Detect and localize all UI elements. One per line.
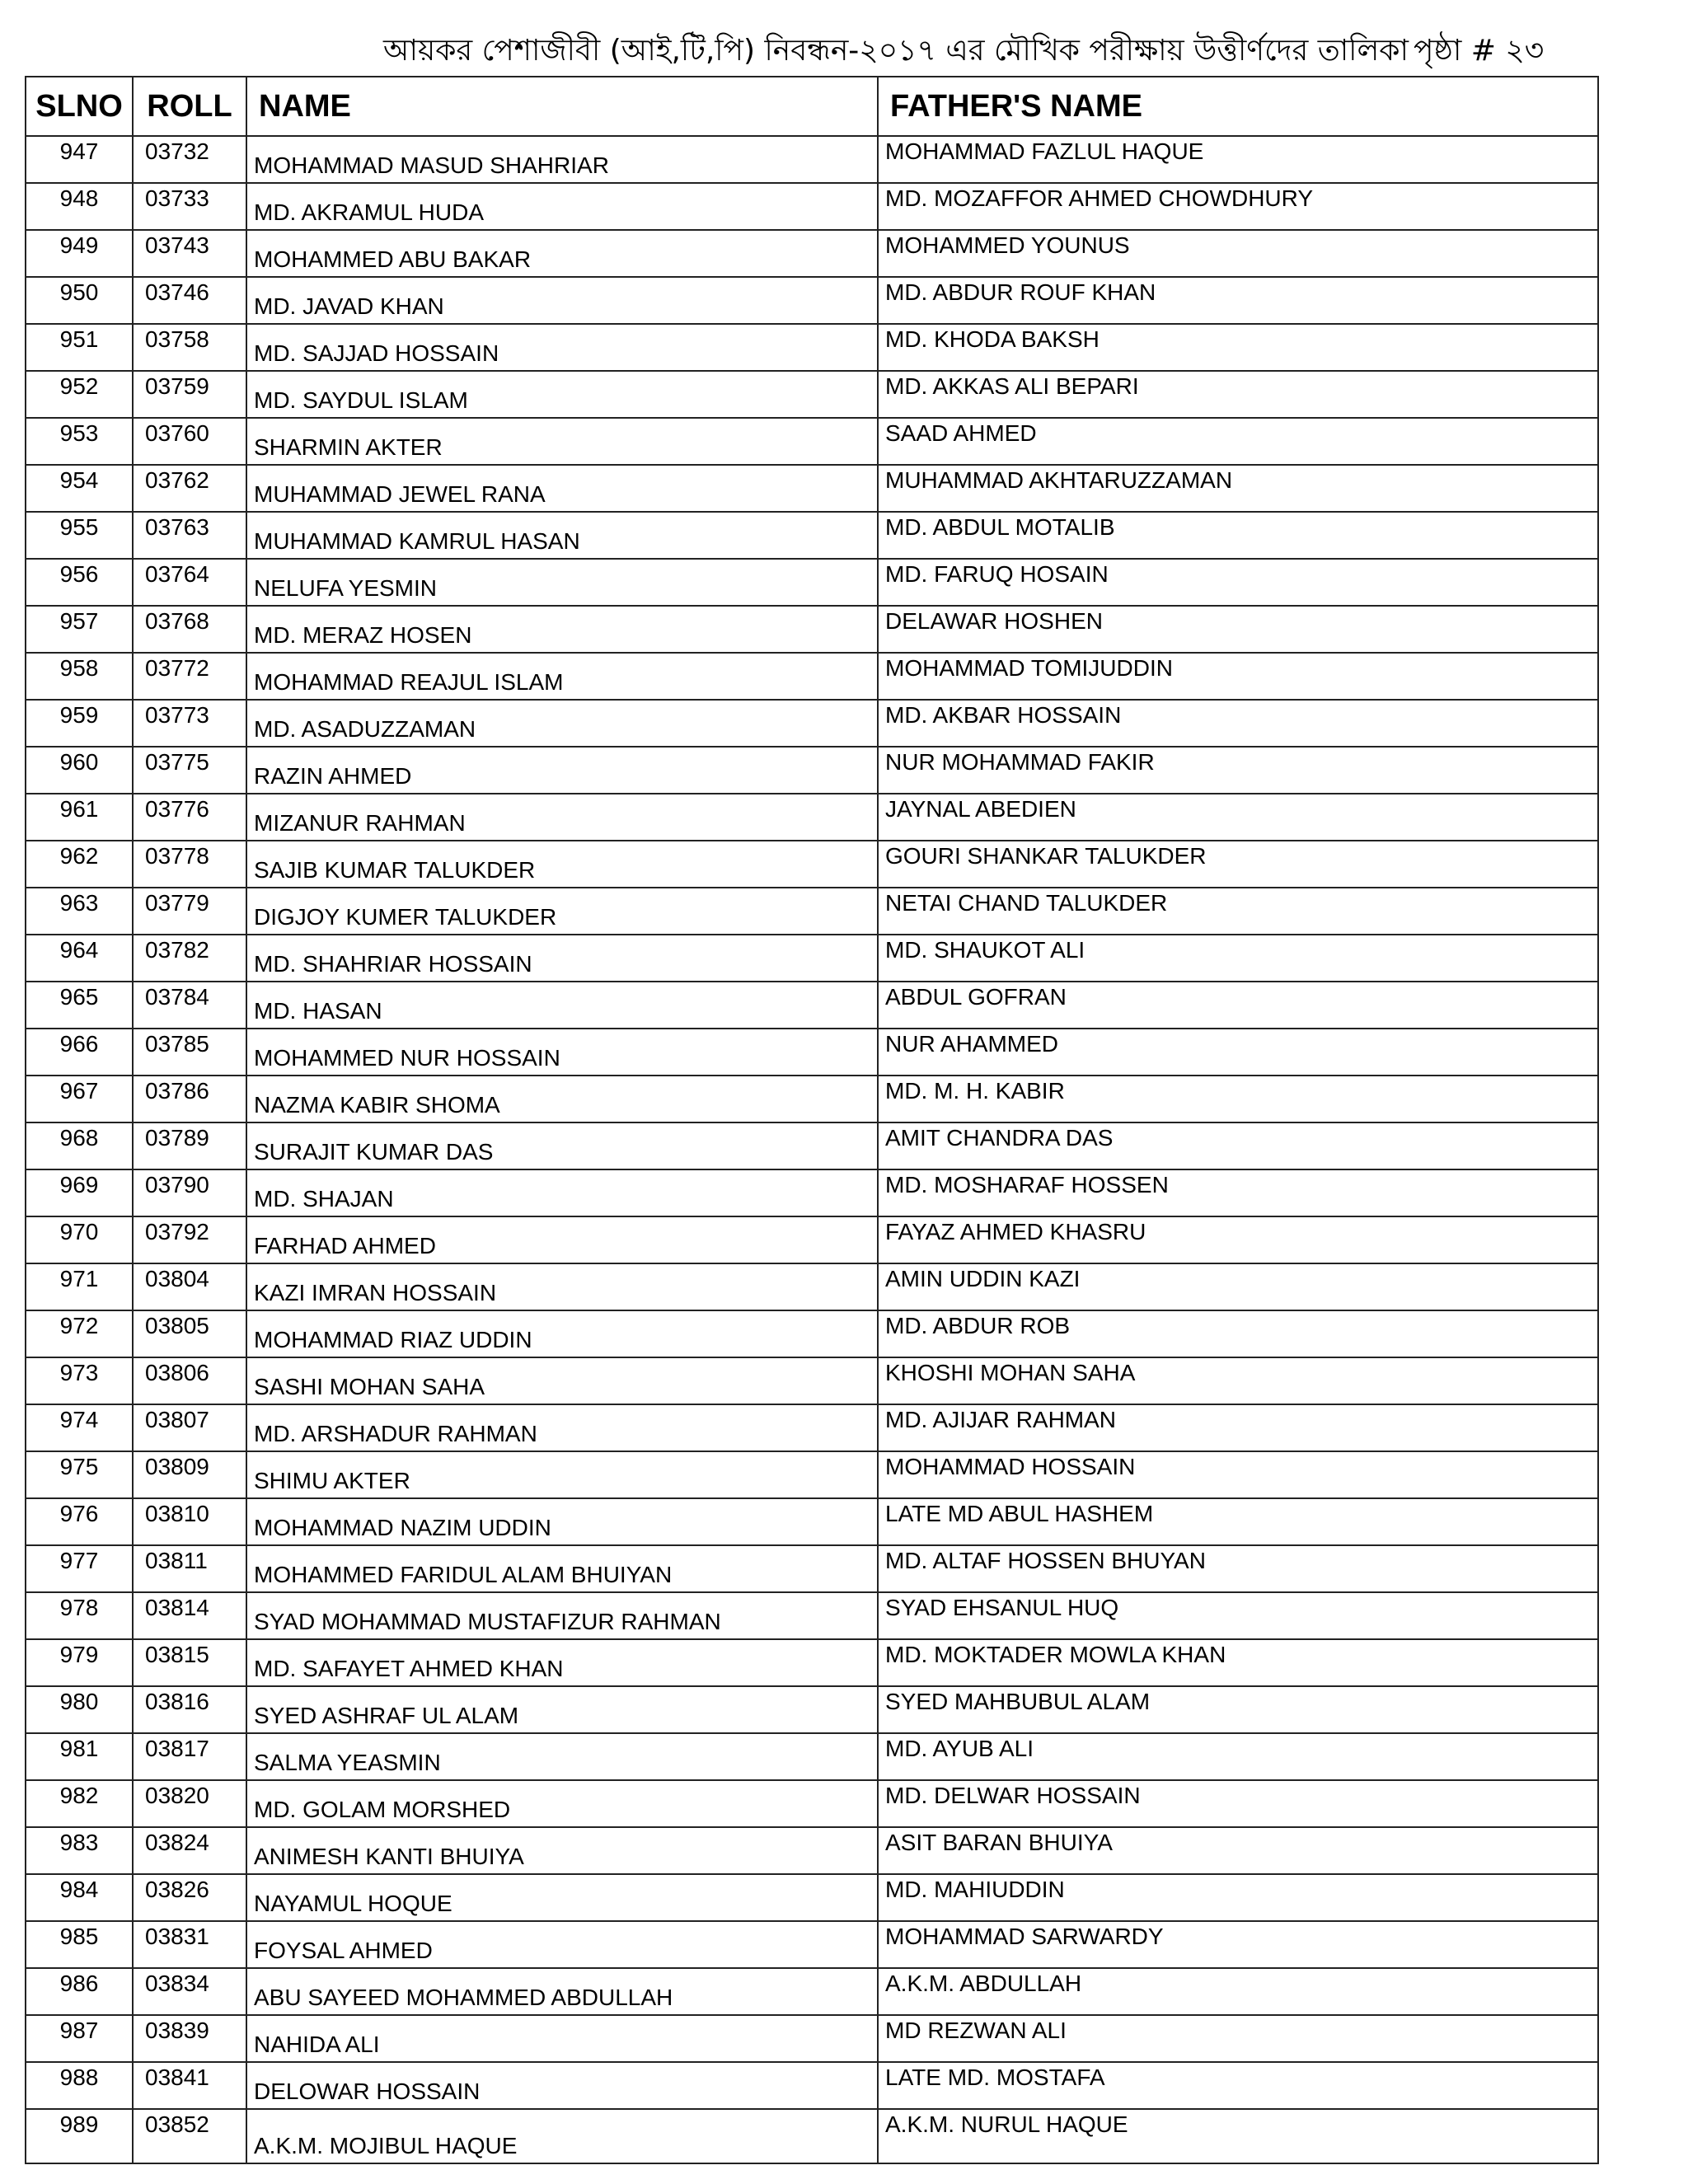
table-row <box>26 1780 1598 1827</box>
cell-name: SYAD MOHAMMAD MUSTAFIZUR RAHMAN <box>246 1592 878 1639</box>
cell-roll: 03775 <box>133 747 246 794</box>
cell-name: A.K.M. MOJIBUL HAQUE <box>246 2109 878 2163</box>
cell-name: ABU SAYEED MOHAMMED ABDULLAH <box>246 1968 878 2015</box>
cell-fathers-name: NETAI CHAND TALUKDER <box>878 888 1598 935</box>
cell-roll: 03785 <box>133 1029 246 1076</box>
cell-slno: 949 <box>26 230 133 277</box>
cell-roll: 03826 <box>133 1874 246 1921</box>
table-row <box>26 1122 1598 1169</box>
cell-name: NAHIDA ALI <box>246 2015 878 2062</box>
column-header-fathers-name: FATHER'S NAME <box>878 77 1598 136</box>
cell-slno: 953 <box>26 418 133 465</box>
cell-slno: 951 <box>26 324 133 371</box>
cell-fathers-name: NUR AHAMMED <box>878 1029 1598 1076</box>
cell-name: MOHAMMAD REAJUL ISLAM <box>246 653 878 700</box>
cell-slno: 979 <box>26 1639 133 1686</box>
table-row <box>26 2015 1598 2062</box>
cell-roll: 03806 <box>133 1357 246 1404</box>
table-row <box>26 559 1598 606</box>
cell-fathers-name: MOHAMMAD TOMIJUDDIN <box>878 653 1598 700</box>
cell-slno: 963 <box>26 888 133 935</box>
cell-roll: 03807 <box>133 1404 246 1451</box>
cell-slno: 981 <box>26 1733 133 1780</box>
cell-fathers-name: ABDUL GOFRAN <box>878 982 1598 1029</box>
cell-name: MUHAMMAD JEWEL RANA <box>246 465 878 512</box>
cell-name: MD. SAFAYET AHMED KHAN <box>246 1639 878 1686</box>
table-row <box>26 747 1598 794</box>
cell-roll: 03809 <box>133 1451 246 1498</box>
table-row <box>26 606 1598 653</box>
cell-fathers-name: JAYNAL ABEDIEN <box>878 794 1598 841</box>
cell-fathers-name: LATE MD. MOSTAFA <box>878 2062 1598 2109</box>
table-row <box>26 2109 1598 2163</box>
cell-slno: 978 <box>26 1592 133 1639</box>
cell-roll: 03733 <box>133 183 246 230</box>
cell-roll: 03773 <box>133 700 246 747</box>
cell-roll: 03778 <box>133 841 246 888</box>
cell-name: SAJIB KUMAR TALUKDER <box>246 841 878 888</box>
cell-name: KAZI IMRAN HOSSAIN <box>246 1263 878 1310</box>
cell-fathers-name: MD. AJIJAR RAHMAN <box>878 1404 1598 1451</box>
cell-roll: 03758 <box>133 324 246 371</box>
cell-roll: 03760 <box>133 418 246 465</box>
cell-fathers-name: MUHAMMAD AKHTARUZZAMAN <box>878 465 1598 512</box>
cell-slno: 977 <box>26 1545 133 1592</box>
table-row <box>26 1216 1598 1263</box>
cell-fathers-name: MD. AKBAR HOSSAIN <box>878 700 1598 747</box>
cell-fathers-name: AMIN UDDIN KAZI <box>878 1263 1598 1310</box>
cell-slno: 959 <box>26 700 133 747</box>
cell-slno: 985 <box>26 1921 133 1968</box>
cell-fathers-name: NUR MOHAMMAD FAKIR <box>878 747 1598 794</box>
table-row <box>26 371 1598 418</box>
cell-roll: 03772 <box>133 653 246 700</box>
cell-roll: 03841 <box>133 2062 246 2109</box>
cell-slno: 982 <box>26 1780 133 1827</box>
cell-fathers-name: MD. ABDUR ROB <box>878 1310 1598 1357</box>
cell-slno: 986 <box>26 1968 133 2015</box>
cell-roll: 03789 <box>133 1122 246 1169</box>
cell-fathers-name: MD. MAHIUDDIN <box>878 1874 1598 1921</box>
table-row <box>26 1076 1598 1122</box>
table-row <box>26 277 1598 324</box>
table-row <box>26 653 1598 700</box>
cell-roll: 03732 <box>133 136 246 183</box>
cell-fathers-name: MD. AKKAS ALI BEPARI <box>878 371 1598 418</box>
cell-fathers-name: MD. ABDUR ROUF KHAN <box>878 277 1598 324</box>
cell-slno: 965 <box>26 982 133 1029</box>
cell-fathers-name: DELAWAR HOSHEN <box>878 606 1598 653</box>
cell-roll: 03815 <box>133 1639 246 1686</box>
table-row <box>26 1827 1598 1874</box>
cell-roll: 03782 <box>133 935 246 982</box>
cell-roll: 03784 <box>133 982 246 1029</box>
cell-roll: 03768 <box>133 606 246 653</box>
table-row <box>26 1404 1598 1451</box>
table-row <box>26 1686 1598 1733</box>
cell-slno: 973 <box>26 1357 133 1404</box>
table-row <box>26 1498 1598 1545</box>
cell-roll: 03839 <box>133 2015 246 2062</box>
table-row <box>26 1968 1598 2015</box>
cell-slno: 962 <box>26 841 133 888</box>
cell-fathers-name: AMIT CHANDRA DAS <box>878 1122 1598 1169</box>
table-row <box>26 136 1598 183</box>
cell-fathers-name: MD. SHAUKOT ALI <box>878 935 1598 982</box>
cell-slno: 968 <box>26 1122 133 1169</box>
cell-fathers-name: LATE MD ABUL HASHEM <box>878 1498 1598 1545</box>
cell-roll: 03762 <box>133 465 246 512</box>
cell-slno: 975 <box>26 1451 133 1498</box>
cell-fathers-name: ASIT BARAN BHUIYA <box>878 1827 1598 1874</box>
table-row <box>26 1921 1598 1968</box>
table-row <box>26 1545 1598 1592</box>
column-header-roll: ROLL <box>133 77 246 136</box>
cell-slno: 988 <box>26 2062 133 2109</box>
cell-name: SYED ASHRAF UL ALAM <box>246 1686 878 1733</box>
table-row <box>26 888 1598 935</box>
cell-name: MOHAMMAD MASUD SHAHRIAR <box>246 136 878 183</box>
cell-roll: 03759 <box>133 371 246 418</box>
cell-fathers-name: MD. DELWAR HOSSAIN <box>878 1780 1598 1827</box>
page-number: পৃষ্ঠা # ২৩ <box>1414 34 1545 68</box>
cell-name: MD. HASAN <box>246 982 878 1029</box>
page-header <box>0 25 1688 74</box>
table-row <box>26 1639 1598 1686</box>
cell-slno: 957 <box>26 606 133 653</box>
cell-name: MD. MERAZ HOSEN <box>246 606 878 653</box>
cell-fathers-name: A.K.M. ABDULLAH <box>878 1968 1598 2015</box>
table-row <box>26 324 1598 371</box>
cell-slno: 961 <box>26 794 133 841</box>
cell-roll: 03805 <box>133 1310 246 1357</box>
cell-fathers-name: FAYAZ AHMED KHASRU <box>878 1216 1598 1263</box>
table-row <box>26 700 1598 747</box>
table-row <box>26 1874 1598 1921</box>
cell-roll: 03790 <box>133 1169 246 1216</box>
cell-roll: 03776 <box>133 794 246 841</box>
cell-name: SURAJIT KUMAR DAS <box>246 1122 878 1169</box>
cell-roll: 03804 <box>133 1263 246 1310</box>
cell-name: FOYSAL AHMED <box>246 1921 878 1968</box>
cell-name: MD. SAJJAD HOSSAIN <box>246 324 878 371</box>
cell-fathers-name: MD. FARUQ HOSAIN <box>878 559 1598 606</box>
cell-fathers-name: MOHAMMAD FAZLUL HAQUE <box>878 136 1598 183</box>
cell-roll: 03820 <box>133 1780 246 1827</box>
cell-roll: 03779 <box>133 888 246 935</box>
cell-name: SALMA YEASMIN <box>246 1733 878 1780</box>
cell-name: MD. AKRAMUL HUDA <box>246 183 878 230</box>
table-row <box>26 841 1598 888</box>
cell-slno: 967 <box>26 1076 133 1122</box>
cell-slno: 950 <box>26 277 133 324</box>
cell-name: SHIMU AKTER <box>246 1451 878 1498</box>
cell-name: MD. GOLAM MORSHED <box>246 1780 878 1827</box>
cell-name: MD. JAVAD KHAN <box>246 277 878 324</box>
cell-fathers-name: MD. MOKTADER MOWLA KHAN <box>878 1639 1598 1686</box>
cell-name: NELUFA YESMIN <box>246 559 878 606</box>
cell-roll: 03834 <box>133 1968 246 2015</box>
cell-name: NAZMA KABIR SHOMA <box>246 1076 878 1122</box>
table-row <box>26 794 1598 841</box>
cell-fathers-name: MD REZWAN ALI <box>878 2015 1598 2062</box>
cell-roll: 03746 <box>133 277 246 324</box>
cell-fathers-name: MD. MOSHARAF HOSSEN <box>878 1169 1598 1216</box>
cell-roll: 03792 <box>133 1216 246 1263</box>
cell-roll: 03810 <box>133 1498 246 1545</box>
cell-slno: 983 <box>26 1827 133 1874</box>
cell-slno: 974 <box>26 1404 133 1451</box>
cell-fathers-name: MOHAMMAD HOSSAIN <box>878 1451 1598 1498</box>
table-row <box>26 512 1598 559</box>
table-row <box>26 230 1598 277</box>
table-header-row <box>26 77 1598 136</box>
cell-roll: 03814 <box>133 1592 246 1639</box>
cell-name: MOHAMMAD NAZIM UDDIN <box>246 1498 878 1545</box>
cell-slno: 969 <box>26 1169 133 1216</box>
cell-slno: 989 <box>26 2109 133 2163</box>
cell-roll: 03852 <box>133 2109 246 2163</box>
cell-slno: 956 <box>26 559 133 606</box>
cell-fathers-name: SYED MAHBUBUL ALAM <box>878 1686 1598 1733</box>
cell-slno: 947 <box>26 136 133 183</box>
cell-slno: 980 <box>26 1686 133 1733</box>
cell-slno: 948 <box>26 183 133 230</box>
table-row <box>26 418 1598 465</box>
document-title: আয়কর পেশাজীবী (আই,টি,পি) নিবন্ধন-২০১৭ এর মৌখিক পরীক্ষায় উত্তীর্ণদের তালিকা <box>383 34 1409 68</box>
cell-name: MIZANUR RAHMAN <box>246 794 878 841</box>
cell-fathers-name: MOHAMMAD SARWARDY <box>878 1921 1598 1968</box>
cell-fathers-name: MOHAMMED YOUNUS <box>878 230 1598 277</box>
cell-slno: 960 <box>26 747 133 794</box>
candidate-list-table <box>25 76 1599 2164</box>
cell-roll: 03817 <box>133 1733 246 1780</box>
cell-slno: 958 <box>26 653 133 700</box>
table-row <box>26 1592 1598 1639</box>
table-row <box>26 183 1598 230</box>
table-row <box>26 982 1598 1029</box>
cell-name: NAYAMUL HOQUE <box>246 1874 878 1921</box>
cell-name: MOHAMMAD RIAZ UDDIN <box>246 1310 878 1357</box>
cell-name: MD. SAYDUL ISLAM <box>246 371 878 418</box>
cell-slno: 976 <box>26 1498 133 1545</box>
table-row <box>26 1451 1598 1498</box>
cell-fathers-name: MD. ALTAF HOSSEN BHUYAN <box>878 1545 1598 1592</box>
table-row <box>26 935 1598 982</box>
cell-name: MOHAMMED ABU BAKAR <box>246 230 878 277</box>
cell-name: DIGJOY KUMER TALUKDER <box>246 888 878 935</box>
cell-slno: 952 <box>26 371 133 418</box>
cell-name: MD. SHAHRIAR HOSSAIN <box>246 935 878 982</box>
cell-roll: 03763 <box>133 512 246 559</box>
cell-name: MUHAMMAD KAMRUL HASAN <box>246 512 878 559</box>
table-body <box>26 136 1598 2163</box>
cell-name: ANIMESH KANTI BHUIYA <box>246 1827 878 1874</box>
cell-fathers-name: MD. ABDUL MOTALIB <box>878 512 1598 559</box>
cell-roll: 03831 <box>133 1921 246 1968</box>
cell-slno: 955 <box>26 512 133 559</box>
cell-fathers-name: GOURI SHANKAR TALUKDER <box>878 841 1598 888</box>
cell-slno: 972 <box>26 1310 133 1357</box>
table-row <box>26 1310 1598 1357</box>
cell-roll: 03786 <box>133 1076 246 1122</box>
cell-slno: 964 <box>26 935 133 982</box>
table-row <box>26 2062 1598 2109</box>
cell-slno: 966 <box>26 1029 133 1076</box>
table-row <box>26 1029 1598 1076</box>
table-row <box>26 1263 1598 1310</box>
cell-roll: 03764 <box>133 559 246 606</box>
cell-name: MD. ARSHADUR RAHMAN <box>246 1404 878 1451</box>
cell-fathers-name: MD. MOZAFFOR AHMED CHOWDHURY <box>878 183 1598 230</box>
cell-fathers-name: SAAD AHMED <box>878 418 1598 465</box>
table-header <box>26 77 1598 136</box>
cell-fathers-name: KHOSHI MOHAN SAHA <box>878 1357 1598 1404</box>
cell-name: MOHAMMED FARIDUL ALAM BHUIYAN <box>246 1545 878 1592</box>
cell-fathers-name: SYAD EHSANUL HUQ <box>878 1592 1598 1639</box>
cell-slno: 987 <box>26 2015 133 2062</box>
cell-roll: 03811 <box>133 1545 246 1592</box>
cell-name: MD. ASADUZZAMAN <box>246 700 878 747</box>
cell-slno: 971 <box>26 1263 133 1310</box>
table-row <box>26 465 1598 512</box>
cell-name: DELOWAR HOSSAIN <box>246 2062 878 2109</box>
cell-name: SASHI MOHAN SAHA <box>246 1357 878 1404</box>
column-header-slno: SLNO <box>26 77 133 136</box>
cell-name: RAZIN AHMED <box>246 747 878 794</box>
cell-name: MOHAMMED NUR HOSSAIN <box>246 1029 878 1076</box>
cell-slno: 954 <box>26 465 133 512</box>
cell-slno: 984 <box>26 1874 133 1921</box>
cell-fathers-name: A.K.M. NURUL HAQUE <box>878 2109 1598 2163</box>
cell-name: FARHAD AHMED <box>246 1216 878 1263</box>
cell-fathers-name: MD. M. H. KABIR <box>878 1076 1598 1122</box>
cell-fathers-name: MD. AYUB ALI <box>878 1733 1598 1780</box>
cell-name: SHARMIN AKTER <box>246 418 878 465</box>
cell-fathers-name: MD. KHODA BAKSH <box>878 324 1598 371</box>
cell-roll: 03743 <box>133 230 246 277</box>
cell-roll: 03824 <box>133 1827 246 1874</box>
cell-slno: 970 <box>26 1216 133 1263</box>
cell-roll: 03816 <box>133 1686 246 1733</box>
table-row <box>26 1169 1598 1216</box>
table-row <box>26 1357 1598 1404</box>
column-header-name: NAME <box>246 77 878 136</box>
table-row <box>26 1733 1598 1780</box>
cell-name: MD. SHAJAN <box>246 1169 878 1216</box>
